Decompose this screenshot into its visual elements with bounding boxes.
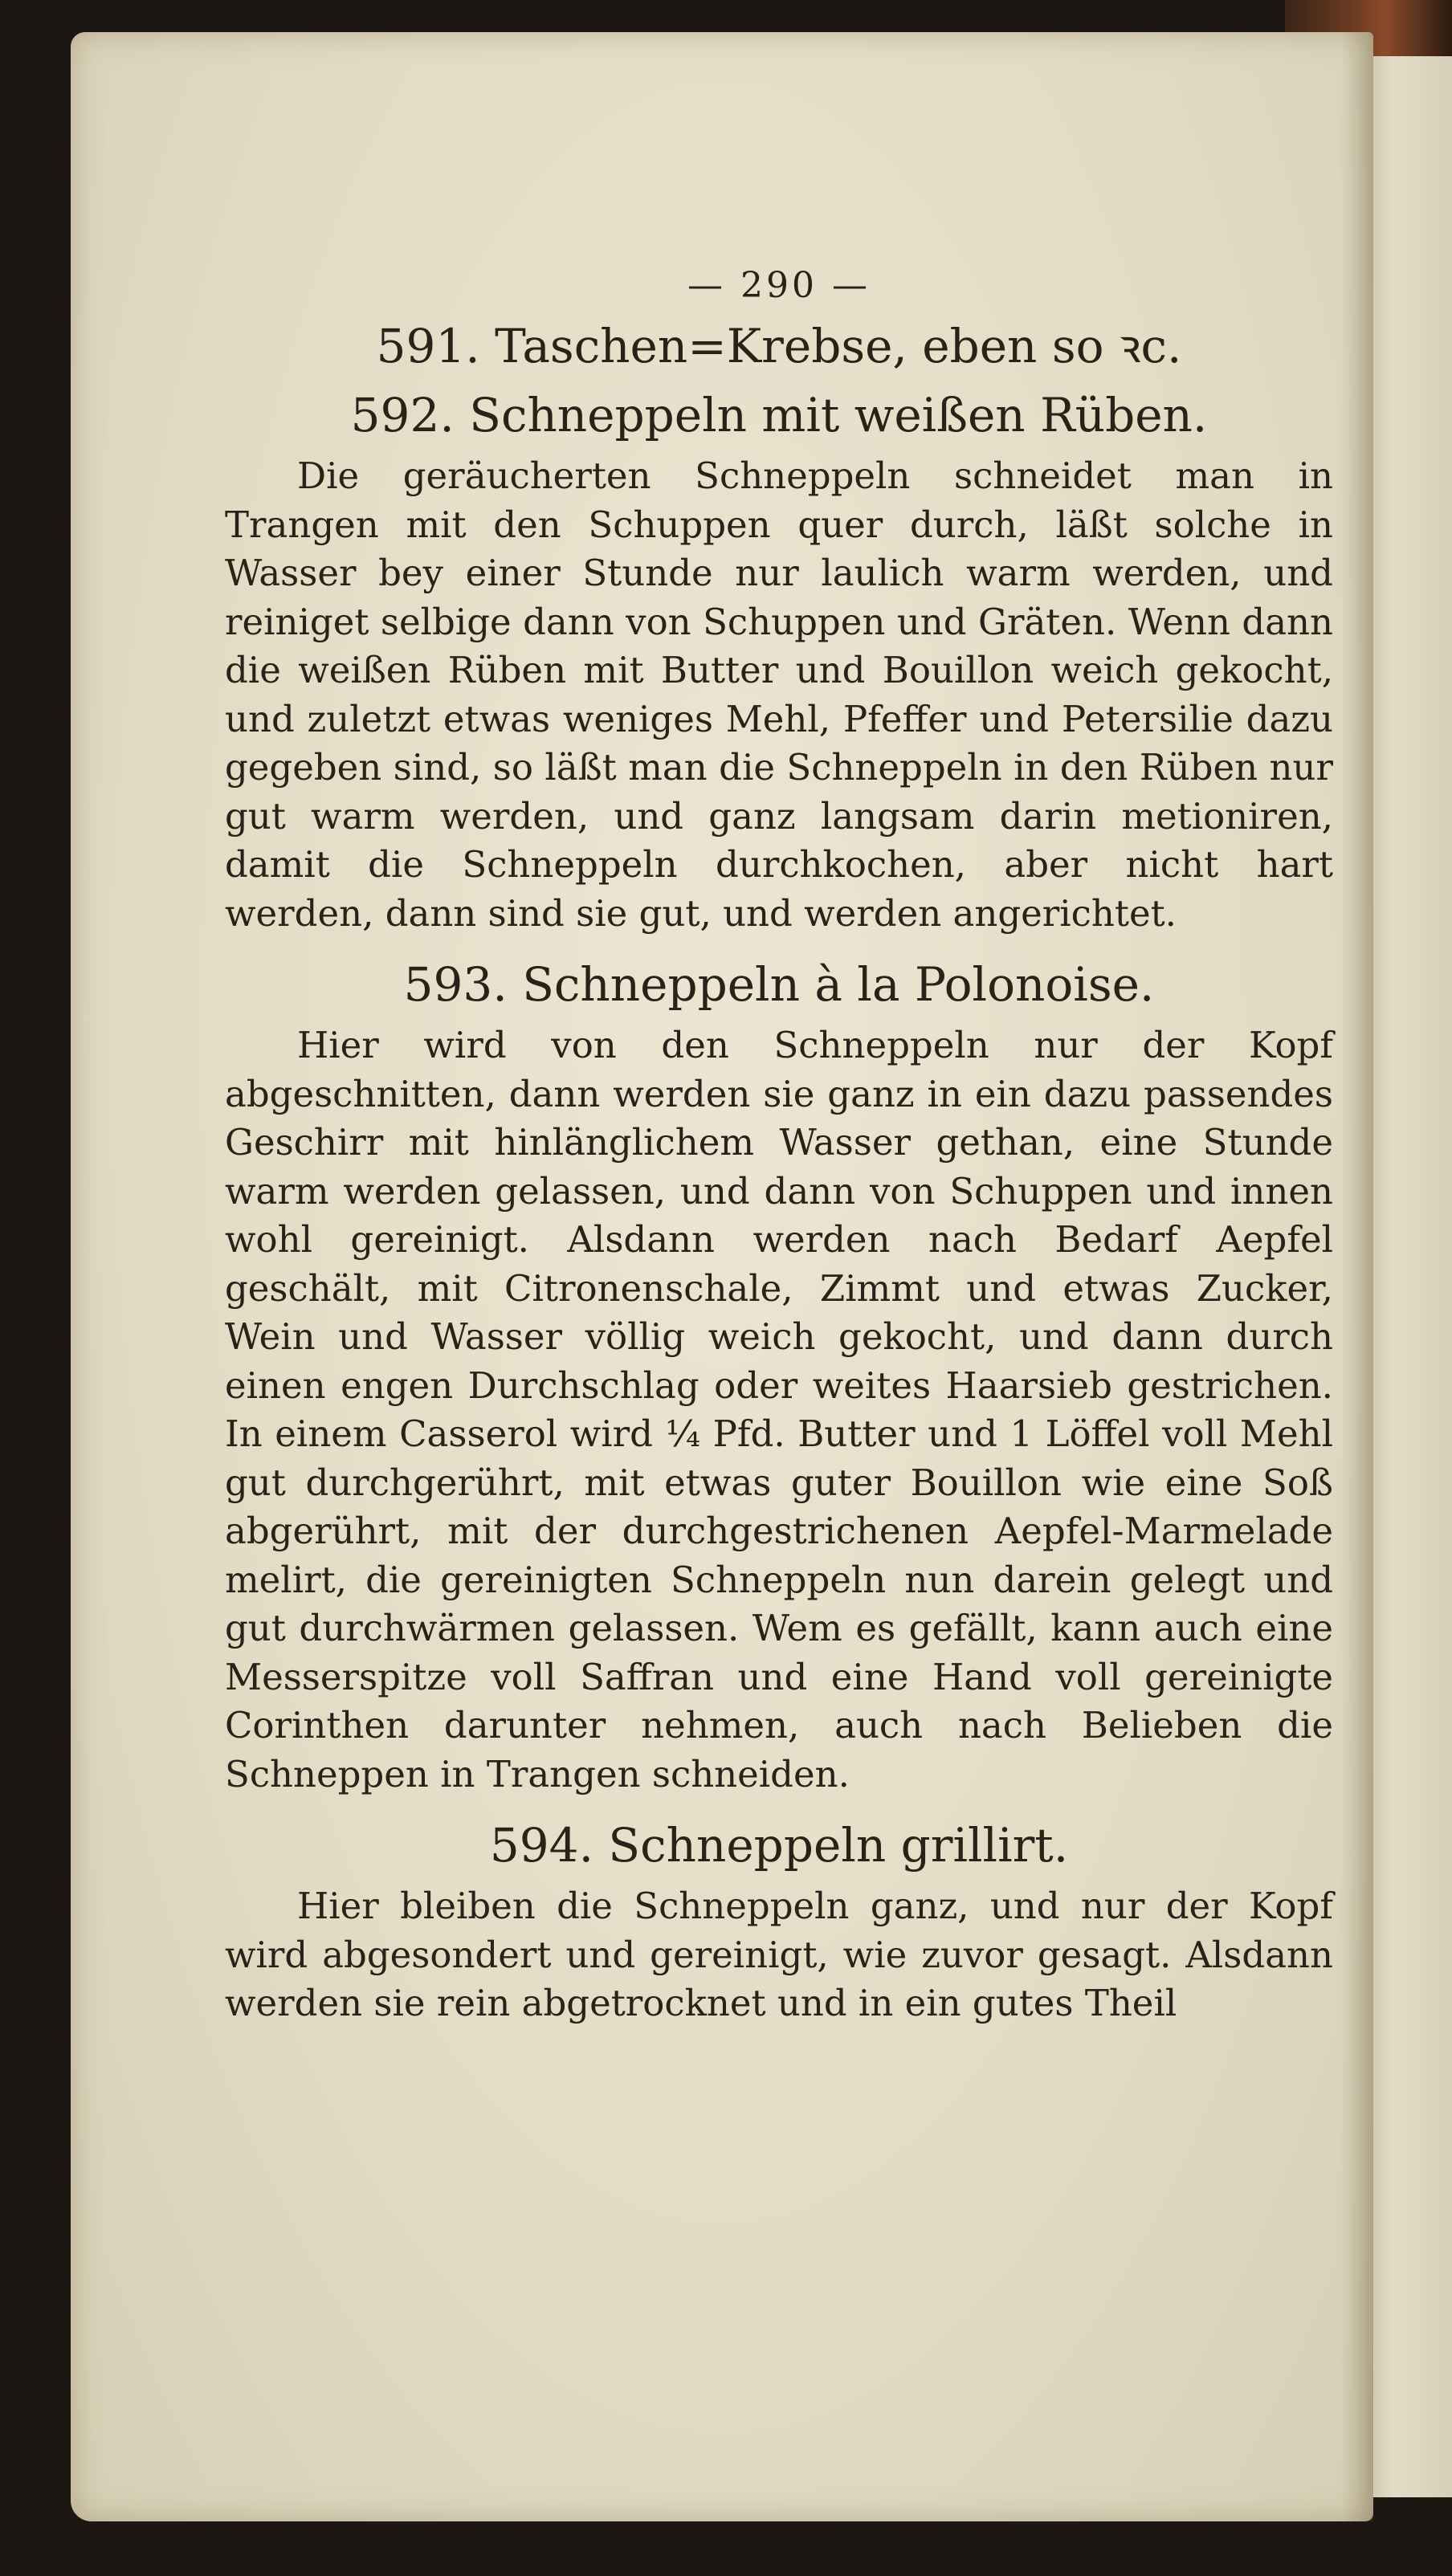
recipe-body-593: Hier wird von den Schneppeln nur der Kopf abgeschnitten, dann werden sie ganz in ein dazu passendes Geschirr mit hinlänglichem Wasser gethan, eine Stunde warm werden gelassen, und dann von Schuppen und innen wohl gereinigt. Alsdann werden nach Bedarf Aepfel geschält, mit Citronenschale, Zimmt und etwas Zucker, Wein und Wasser völlig weich gekocht, und dann durch einen engen Durchschlag oder weites Haarsieb gestrichen. In einem Casserol wird ¼ Pfd. Butter und 1 Löffel voll Mehl gut durchgerührt, mit etwas guter Bouillon wie eine Soß abgerührt, mit der durchgestrichenen Aepfel-Marmelade melirt, die gereinigten Schneppeln nun darein gelegt und gut durchwärmen gelassen. Wem es gefällt, kann auch eine Messerspitze voll Saffran und eine Hand voll gereinigte Corinthen darunter nehmen, auch nach Belieben die Schneppen in Trangen schneiden. <box>225 1024 1333 1795</box>
adjacent-page-edge <box>1365 56 1452 2497</box>
recipe-heading-594: 594. Schneppeln grillirt. <box>489 1818 1069 1873</box>
recipe-heading-593: 593. Schneppeln à la Polonoise. <box>403 957 1155 1012</box>
page-number: — 290 — <box>687 265 871 306</box>
recipe-body-594: Hier bleiben die Schneppeln ganz, und nur der Kopf wird abgesondert und gereinigt, wie zuvor gesagt. Alsdann werden sie rein abgetrocknet und in ein gutes Theil <box>225 1885 1333 2024</box>
page-text <box>225 265 1333 2043</box>
recipe-heading-592: 592. Schneppeln mit weißen Rüben. <box>350 388 1208 442</box>
recipe-heading-591: 591. Taschen=Krebse, eben so ꝛc. <box>376 319 1182 373</box>
recipe-body-592: Die geräucherten Schneppeln schneidet man in Trangen mit den Schuppen quer durch, läßt solche in Wasser bey einer Stunde nur laulich warm werden, und reiniget selbige dann von Schuppen und Gräten. Wenn dann die weißen Rüben mit Butter und Bouillon weich gekocht, und zuletzt etwas weniges Mehl, Pfeffer und Petersilie dazu gegeben sind, so läßt man die Schneppeln in den Rüben nur gut warm werden, und ganz langsam darin metioniren, damit die Schneppeln durchkochen, aber nicht hart werden, dann sind sie gut, und werden angerichtet. <box>225 454 1333 935</box>
